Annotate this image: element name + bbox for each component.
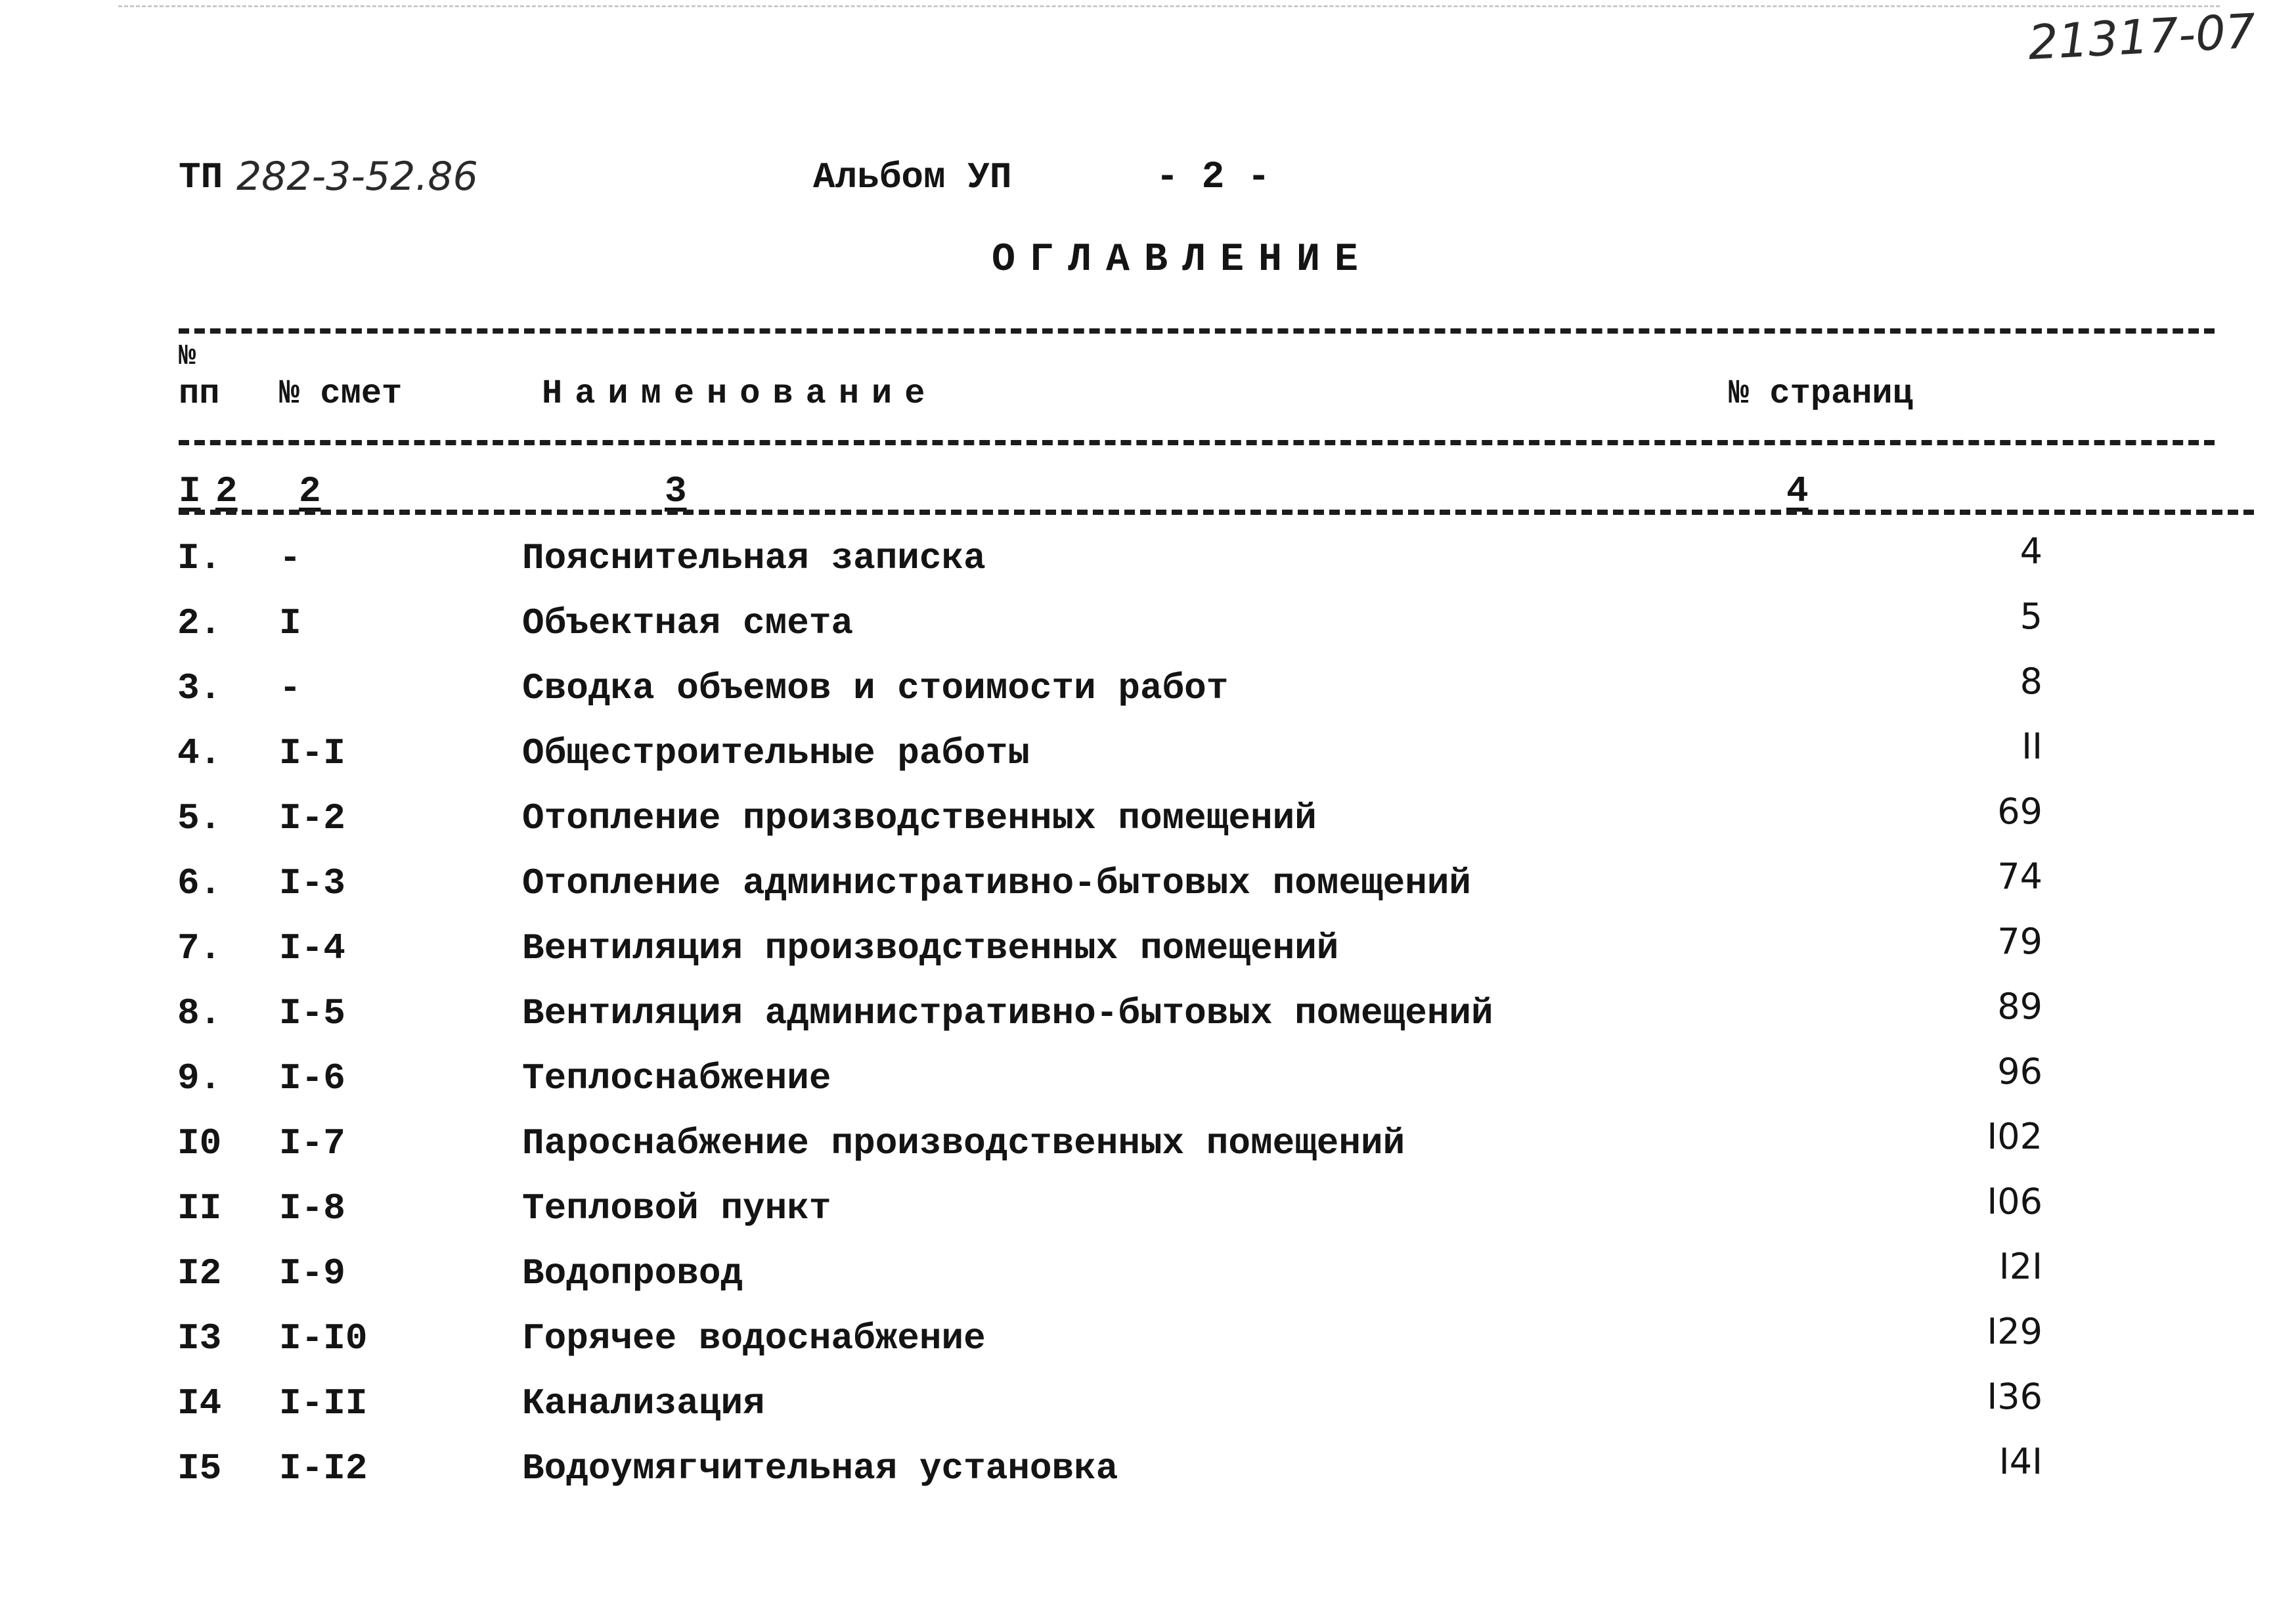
header-row-number: пп [179,374,220,413]
row-name: Водопровод [522,1252,743,1294]
row-name: Сводка объемов и стоимости работ [522,667,1229,709]
row-estimate: I-6 [279,1057,345,1099]
row-page: 96 [1997,1051,2042,1092]
table-row [0,596,2296,665]
row-estimate: I-7 [279,1122,345,1164]
row-name: Горячее водоснабжение [522,1317,986,1359]
table-row [0,1116,2296,1185]
column-number-2b: 2 [299,470,321,512]
column-number-3: 3 [665,470,687,512]
row-name: Канализация [522,1382,765,1424]
row-number: 3. [177,667,222,709]
row-name: Пояснительная записка [522,537,986,579]
album-label: Альбом УП [813,156,1012,198]
row-name: Водоумягчительная установка [522,1447,1118,1489]
table-row [0,856,2296,925]
table-row [0,531,2296,600]
row-name: Общестроительные работы [522,732,1030,774]
row-name: Пароснабжение производственных помещений [522,1122,1405,1164]
row-page: I2I [1998,1246,2042,1287]
row-page: 5 [2020,596,2042,637]
row-number: I3 [177,1317,222,1359]
row-number: 2. [177,602,222,644]
row-number: 9. [177,1057,222,1099]
table-row [0,986,2296,1055]
row-estimate: I-3 [279,862,345,904]
row-number: 4. [177,732,222,774]
column-number-2: 2 [215,470,238,512]
doc-code-prefix: ТП [179,156,223,198]
row-page: 89 [1997,986,2042,1027]
table-row [0,1441,2296,1510]
archive-number: 21317-07 [2027,3,2257,71]
page-title: ОГЛАВЛЕНИЕ [992,238,1373,282]
row-number: I0 [177,1122,222,1164]
row-number: I2 [177,1252,222,1294]
row-page: I29 [1987,1311,2042,1352]
row-estimate: I-2 [279,797,345,839]
row-page: 8 [2020,661,2042,702]
row-estimate: I-5 [279,992,345,1034]
table-row [0,726,2296,795]
row-page: 79 [1997,921,2042,962]
table-row [0,1181,2296,1250]
row-page: I4I [1998,1441,2042,1482]
row-name: Вентиляция производственных помещений [522,927,1339,969]
row-estimate: - [279,667,301,709]
table-row [0,1311,2296,1380]
row-name: Отопление производственных помещений [522,797,1317,839]
page-number: - 2 - [1156,156,1271,199]
row-number: 7. [177,927,222,969]
row-page: I06 [1987,1181,2042,1222]
row-estimate: - [279,537,301,579]
row-estimate: I-4 [279,927,345,969]
row-number: I5 [177,1447,222,1489]
row-number: 6. [177,862,222,904]
table-row [0,661,2296,730]
header-estimate-number: № смет [279,374,403,413]
row-page: 74 [1997,856,2042,897]
row-page: 4 [2020,531,2042,572]
row-estimate: I-I2 [279,1447,368,1489]
row-page: II [2021,726,2042,767]
header-pages: № страниц [1729,374,1913,413]
row-page: I36 [1987,1376,2042,1417]
row-estimate: I-8 [279,1187,345,1229]
row-estimate: I-II [279,1382,368,1424]
header-number-sign: № [179,340,196,373]
row-number: 5. [177,797,222,839]
row-page: 69 [1997,791,2042,832]
table-row [0,1376,2296,1445]
row-estimate: I-I0 [279,1317,368,1359]
doc-code-number: 282-3-52.86 [236,154,478,200]
table-row [0,921,2296,990]
table-row [0,1051,2296,1120]
column-number-1: I [179,470,201,512]
row-estimate: I-I [279,732,345,774]
row-name: Теплоснабжение [522,1057,831,1099]
row-number: 8. [177,992,222,1034]
column-number-4: 4 [1786,470,1809,512]
row-estimate: I-9 [279,1252,345,1294]
row-name: Тепловой пункт [522,1187,831,1229]
row-page: I02 [1987,1116,2042,1157]
row-name: Отопление административно-бытовых помещений [522,862,1472,904]
row-number: I. [177,537,222,579]
table-row [0,1246,2296,1315]
table-row [0,791,2296,860]
row-number: II [177,1187,222,1229]
row-name: Вентиляция административно-бытовых помещений [522,992,1493,1034]
row-number: I4 [177,1382,222,1424]
row-name: Объектная смета [522,602,854,644]
header-name: Наименование [542,374,938,413]
row-estimate: I [279,602,301,644]
